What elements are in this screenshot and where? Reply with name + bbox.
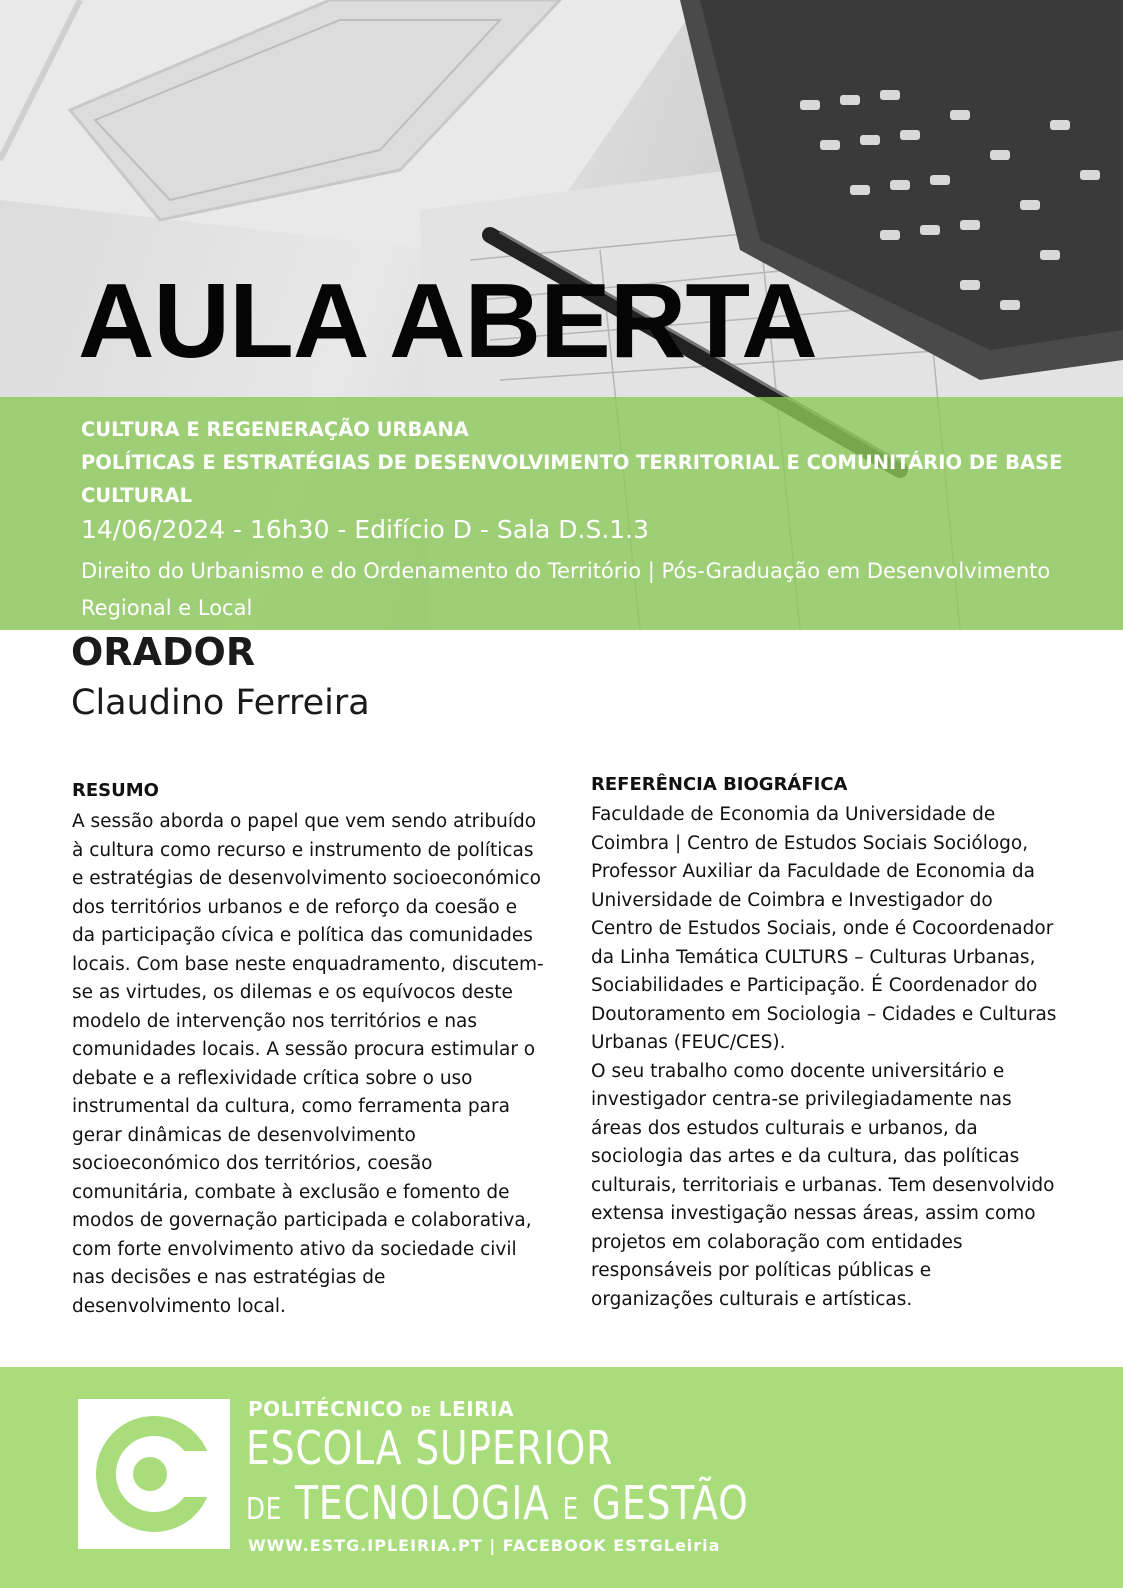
page-title: AULA ABERTA <box>78 262 817 380</box>
institution-city: LEIRIA <box>438 1397 514 1421</box>
summary-heading: RESUMO <box>72 780 159 801</box>
event-topic <box>81 413 1101 512</box>
speaker-heading: ORADOR <box>71 630 256 674</box>
bio-heading: REFERÊNCIA BIOGRÁFICA <box>591 774 848 795</box>
bio-paragraph-1: Faculdade de Economia da Universidade de Coimbra | Centro de Estudos Sociais Sociólogo, Professor Auxiliar da Faculdade de Economia da Universidade de Coimbra e Investigador do Centro de Estudos Sociais, onde é Cocoordenador da Linha Temática CULTURS – Culturas Urbanas, Sociabilidades e Participação. É Coordenador do Doutoramento em Sociologia – Cidades e Culturas Urbanas (FEUC/CES). <box>591 804 1057 1053</box>
institution-main: POLITÉCNICO <box>248 1397 404 1421</box>
event-topic-line1: CULTURA E REGENERAÇÃO URBANA <box>81 418 469 441</box>
summary-paragraph: A sessão aborda o papel que vem sendo atribuído à cultura como recurso e instrumento de políticas e estratégias de desenvolvimento socioeconómico dos territórios urbanos e de reforço da coesão e da participação cívica e política das comunidades locais. Com base neste enquadramento, discutem-se as virtudes, os dilemas e os equívocos deste modelo de intervenção nos territórios e nas comunidades locais. A sessão procura estimular o debate e a reflexividade crítica sobre o uso instrumental da cultura, como ferramenta para gerar dinâmicas de desenvolvimento socioeconómico dos territórios, coesão comunitária, combate à exclusão e fomento de modos de governação participada e colaborativa, com forte envolvimento ativo da sociedade civil nas decisões e nas estratégias de desenvolvimento local. <box>72 811 544 1317</box>
school-e: E <box>562 1492 579 1527</box>
bio-paragraph-2: O seu trabalho como docente universitário e investigador centra-se privilegiadamente nas áreas dos estudos culturais e urbanos, da sociologia das artes e da cultura, das políticas culturais, territoriais e urbanas. Tem desenvolvido extensa investigação nessas áreas, assim como projetos em colaboração com entidades responsáveis por políticas públicas e organizações culturais e artísticas. <box>591 1060 1055 1310</box>
bio-text <box>591 801 1059 1314</box>
summary-text <box>72 808 544 1321</box>
footer-links <box>248 1536 720 1555</box>
school-name-line2 <box>246 1476 749 1530</box>
event-date-place: 14/06/2024 - 16h30 - Edifício D - Sala D.S.1.3 <box>81 515 650 544</box>
school-gestao: GESTÃO <box>591 1476 749 1530</box>
institution-name <box>248 1397 514 1421</box>
estg-logo-icon <box>78 1399 230 1549</box>
estg-logo <box>78 1399 230 1549</box>
website-link[interactable]: WWW.ESTG.IPLEIRIA.PT <box>248 1536 483 1555</box>
facebook-link[interactable]: FACEBOOK ESTGLeiria <box>502 1536 721 1555</box>
speaker-name: Claudino Ferreira <box>71 683 370 723</box>
school-tecnologia: TECNOLOGIA <box>294 1476 550 1530</box>
school-name-line1: ESCOLA SUPERIOR <box>246 1421 614 1475</box>
footer-separator: | <box>489 1536 497 1555</box>
school-de: DE <box>246 1492 283 1527</box>
event-course: Direito do Urbanismo e do Ordenamento do Território | Pós-Graduação em Desenvolvimento Regional e Local <box>81 559 1051 620</box>
institution-de: DE <box>410 1405 432 1420</box>
event-topic-line2: POLÍTICAS E ESTRATÉGIAS DE DESENVOLVIMENTO TERRITORIAL E COMUNITÁRIO DE BASE CULTURAL <box>81 451 1063 507</box>
